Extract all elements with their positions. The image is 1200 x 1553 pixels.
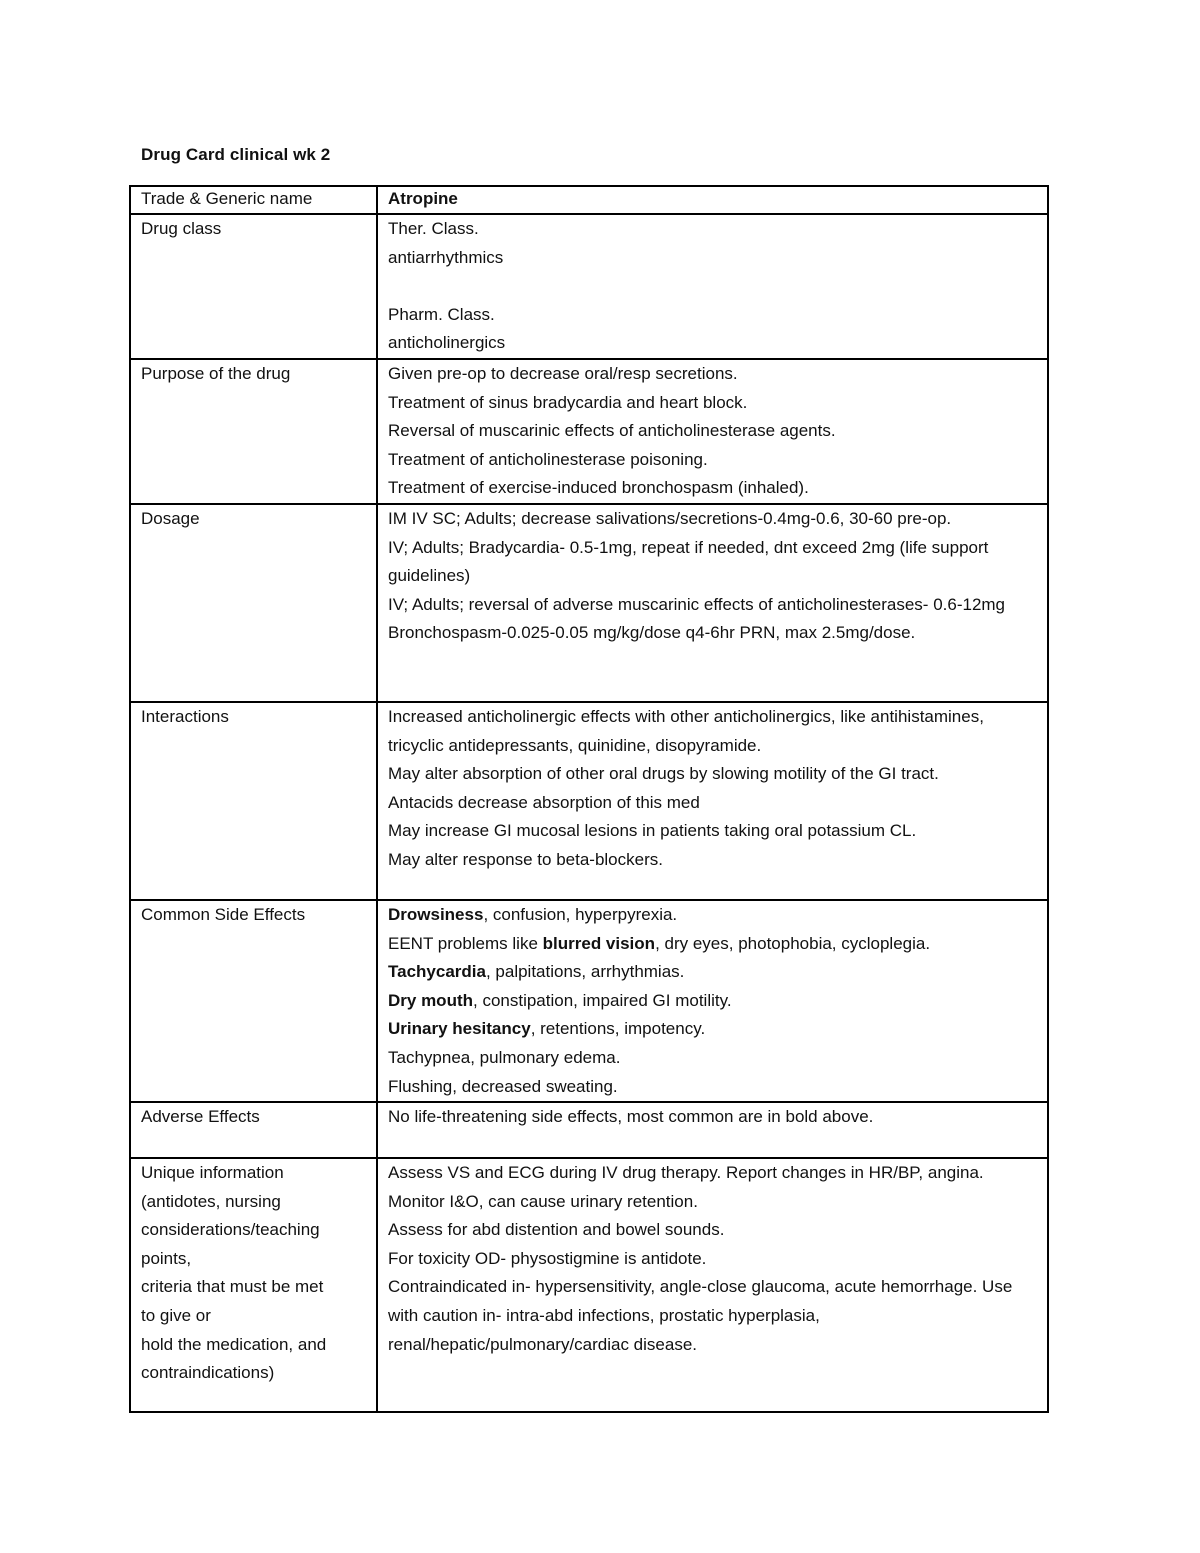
purpose-line: Reversal of muscarinic effects of anticholinesterase agents. <box>388 421 836 441</box>
value-drug-class <box>377 214 1048 359</box>
interaction-line: Increased anticholinergic effects with other anticholinergics, like antihistamines, tricyclic antidepressants, quinidine, disopyramide. <box>388 706 984 755</box>
side-effect-bold: blurred vision <box>542 933 656 953</box>
unique-info-line: Contraindicated in- hypersensitivity, angle-close glaucoma, acute hemorrhage. Use with caution in- intra-abd infections, prostatic hyperplasia, renal/hepatic/pulmonary/cardiac disease. <box>388 1277 1013 1354</box>
label-drug-class: Drug class <box>130 214 377 359</box>
side-effect-line <box>388 901 1041 930</box>
ther-class-value: antiarrhythmics <box>388 247 504 267</box>
dosage-line: Bronchospasm-0.025-0.05 mg/kg/dose q4-6hr PRN, max 2.5mg/dose. <box>388 623 916 643</box>
table-row-interactions <box>130 702 1048 900</box>
dosage-line: IV; Adults; reversal of adverse muscarinic effects of anticholinesterases- 0.6-12mg <box>388 594 1006 614</box>
side-effect-line <box>388 930 1041 959</box>
side-effect-text: EENT problems like <box>388 933 543 953</box>
purpose-line: Treatment of sinus bradycardia and heart block. <box>388 392 748 412</box>
unique-info-line: Assess for abd distention and bowel sounds. <box>388 1220 725 1240</box>
drug-card-table <box>129 185 1049 1413</box>
side-effect-line: Tachypnea, pulmonary edema. <box>388 1047 621 1067</box>
unique-label-line: criteria that must be met <box>141 1277 324 1297</box>
pharm-class-heading: Pharm. Class. <box>388 304 495 324</box>
unique-info-line: For toxicity OD- physostigmine is antidote. <box>388 1248 707 1268</box>
interaction-line: Antacids decrease absorption of this med <box>388 792 700 812</box>
unique-label-line: considerations/teaching <box>141 1220 320 1240</box>
label-unique-info <box>130 1158 377 1412</box>
label-interactions: Interactions <box>130 702 377 900</box>
value-interactions <box>377 702 1048 900</box>
label-adverse-effects: Adverse Effects <box>130 1102 377 1158</box>
label-purpose: Purpose of the drug <box>130 359 377 504</box>
unique-label-line: hold the medication, and <box>141 1334 327 1354</box>
value-adverse-effects: No life-threatening side effects, most common are in bold above. <box>377 1102 1048 1158</box>
side-effect-bold: Drowsiness <box>388 904 484 924</box>
unique-info-line: Monitor I&O, can cause urinary retention. <box>388 1191 698 1211</box>
table-row-purpose <box>130 359 1048 504</box>
label-side-effects: Common Side Effects <box>130 900 377 1102</box>
table-row-adverse <box>130 1102 1048 1158</box>
side-effect-text: , retentions, impotency. <box>530 1019 706 1039</box>
value-purpose <box>377 359 1048 504</box>
unique-info-line: Assess VS and ECG during IV drug therapy. Report changes in HR/BP, angina. <box>388 1163 984 1183</box>
table-row-dosage <box>130 504 1048 702</box>
purpose-line: Treatment of exercise-induced bronchospasm (inhaled). <box>388 478 809 498</box>
purpose-line: Treatment of anticholinesterase poisoning. <box>388 449 708 469</box>
unique-label-line: (antidotes, nursing <box>141 1191 281 1211</box>
side-effect-text: , confusion, hyperpyrexia. <box>483 904 678 924</box>
side-effect-line <box>388 1015 1041 1044</box>
value-dosage <box>377 504 1048 702</box>
ther-class-heading: Ther. Class. <box>388 219 479 238</box>
dosage-line: IV; Adults; Bradycardia- 0.5-1mg, repeat if needed, dnt exceed 2mg (life support guidelines) <box>388 537 989 586</box>
label-dosage: Dosage <box>130 504 377 702</box>
interaction-line: May alter response to beta-blockers. <box>388 849 663 869</box>
side-effect-bold: Urinary hesitancy <box>388 1019 531 1039</box>
table-row-drug-class <box>130 214 1048 359</box>
side-effect-bold: Tachycardia <box>388 962 486 982</box>
label-trade-generic: Trade & Generic name <box>130 186 377 214</box>
unique-label-line: contraindications) <box>141 1363 275 1383</box>
table-row-unique-info <box>130 1158 1048 1412</box>
unique-label-line: to give or <box>141 1306 211 1326</box>
pharm-class-value: anticholinergics <box>388 333 506 353</box>
interaction-line: May increase GI mucosal lesions in patients taking oral potassium CL. <box>388 821 917 841</box>
unique-label-line: points, <box>141 1248 192 1268</box>
side-effect-bold: Dry mouth <box>388 990 473 1010</box>
side-effect-text: , constipation, impaired GI motility. <box>473 990 732 1010</box>
value-unique-info <box>377 1158 1048 1412</box>
value-drug-name: Atropine <box>377 186 1048 214</box>
side-effect-line <box>388 958 1041 987</box>
value-side-effects <box>377 900 1048 1102</box>
unique-label-line: Unique information <box>141 1163 284 1183</box>
table-row-side-effects <box>130 900 1048 1102</box>
table-row-header <box>130 186 1048 214</box>
purpose-line: Given pre-op to decrease oral/resp secretions. <box>388 363 738 383</box>
side-effect-line <box>388 987 1041 1016</box>
side-effect-text: , dry eyes, photophobia, cycloplegia. <box>655 933 931 953</box>
side-effect-line: Flushing, decreased sweating. <box>388 1076 618 1096</box>
side-effect-text: , palpitations, arrhythmias. <box>485 962 685 982</box>
dosage-line: IM IV SC; Adults; decrease salivations/secretions-0.4mg-0.6, 30-60 pre-op. <box>388 508 952 528</box>
document-title: Drug Card clinical wk 2 <box>141 145 331 164</box>
interaction-line: May alter absorption of other oral drugs by slowing motility of the GI tract. <box>388 764 939 784</box>
